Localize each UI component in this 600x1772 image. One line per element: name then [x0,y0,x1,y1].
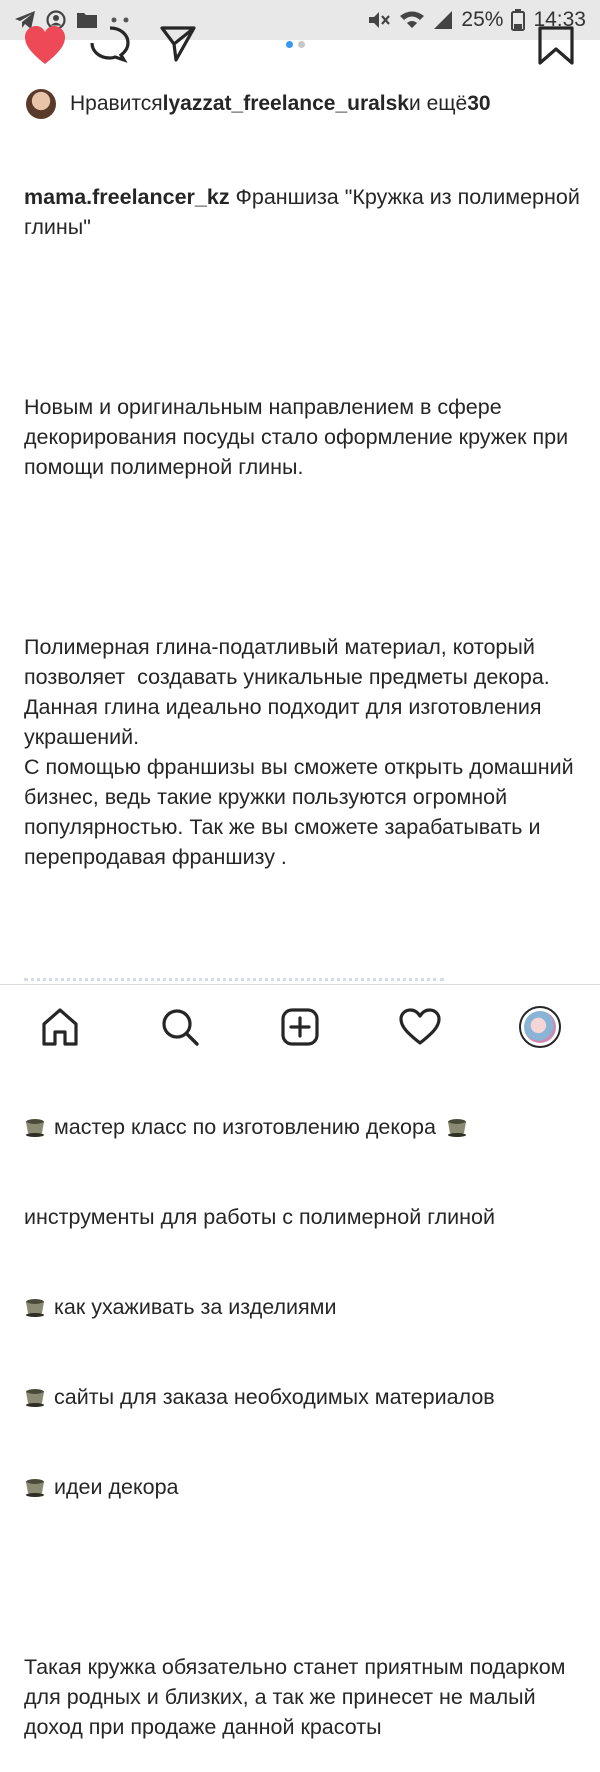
caption-list-item-2: инструменты для работы с полимерной глиной [24,1205,495,1229]
carousel-dots [286,41,305,48]
mute-icon [367,10,391,30]
post-actions [0,40,600,80]
caption-paragraph-3: Такая кружка обязательно станет приятным подарком для родных и близких, а так же принесет не малый доход при продаже данной красоты [24,1655,572,1739]
home-icon [40,1007,80,1047]
search-icon [160,1007,200,1047]
battery-percent: 25% [461,8,504,31]
profile-avatar [519,1006,561,1048]
likes-count[interactable]: 30 [467,92,491,115]
caption-username[interactable]: mama.freelancer_kz [24,185,230,209]
comment-icon[interactable] [90,26,130,62]
caption-list-item-1: мастер класс по изготовлению декора [24,1112,582,1142]
likes-row[interactable] [26,88,580,120]
tea-cup-icon [24,1477,46,1497]
caption-list-item-5: идеи декора [24,1472,582,1502]
nav-profile-button[interactable] [516,1003,564,1051]
post-caption [24,122,586,1772]
likes-middle: и ещё [409,92,468,115]
bookmark-icon[interactable] [538,26,574,66]
liker-username[interactable]: lyazzat_freelance_uralsk [162,92,409,115]
caption-title: Франшиза "Кружка из полимерной глины" [24,185,586,239]
tea-cup-icon [24,1297,46,1317]
new-post-icon [280,1007,320,1047]
activity-heart-icon [399,1008,441,1046]
caption-paragraph-1: Новым и оригинальным направлением в сфере декорирования посуды стало оформление кружек при помощи полимерной глины. [24,395,575,479]
clock: 14:33 [533,8,586,31]
carousel-dot-active[interactable] [286,41,293,48]
nav-activity-button[interactable] [396,1003,444,1051]
caption-list-item-3: как ухаживать за изделиями [24,1292,582,1322]
likes-prefix: Нравится [70,92,163,115]
nav-search-button[interactable] [156,1003,204,1051]
signal-icon [433,10,453,30]
nav-home-button[interactable] [36,1003,84,1051]
wifi-icon [399,10,425,30]
more-dots-icon [108,16,132,24]
bottom-navigation [0,984,600,1066]
heart-filled-icon[interactable] [24,26,66,66]
tea-cup-icon [24,1117,46,1137]
battery-icon [511,9,525,31]
liker-avatar[interactable] [26,89,56,119]
caption-paragraph-2: Полимерная глина-податливый материал, который позволяет создавать уникальные предметы декора. Данная глина идеально подходит для изготовления украшений. С помощью франшизы вы сможете открыть домашний бизнес, ведь такие кружки пользуются огромной популярностью. Так же вы сможете зарабатывать и перепродавая франшизу . [24,635,574,869]
share-icon[interactable] [160,26,196,62]
carousel-dot[interactable] [298,41,305,48]
tea-cup-icon [24,1387,46,1407]
nav-new-post-button[interactable] [276,1003,324,1051]
tea-cup-icon [446,1117,468,1137]
caption-list-item-4: сайты для заказа необходимых материалов [24,1382,582,1412]
